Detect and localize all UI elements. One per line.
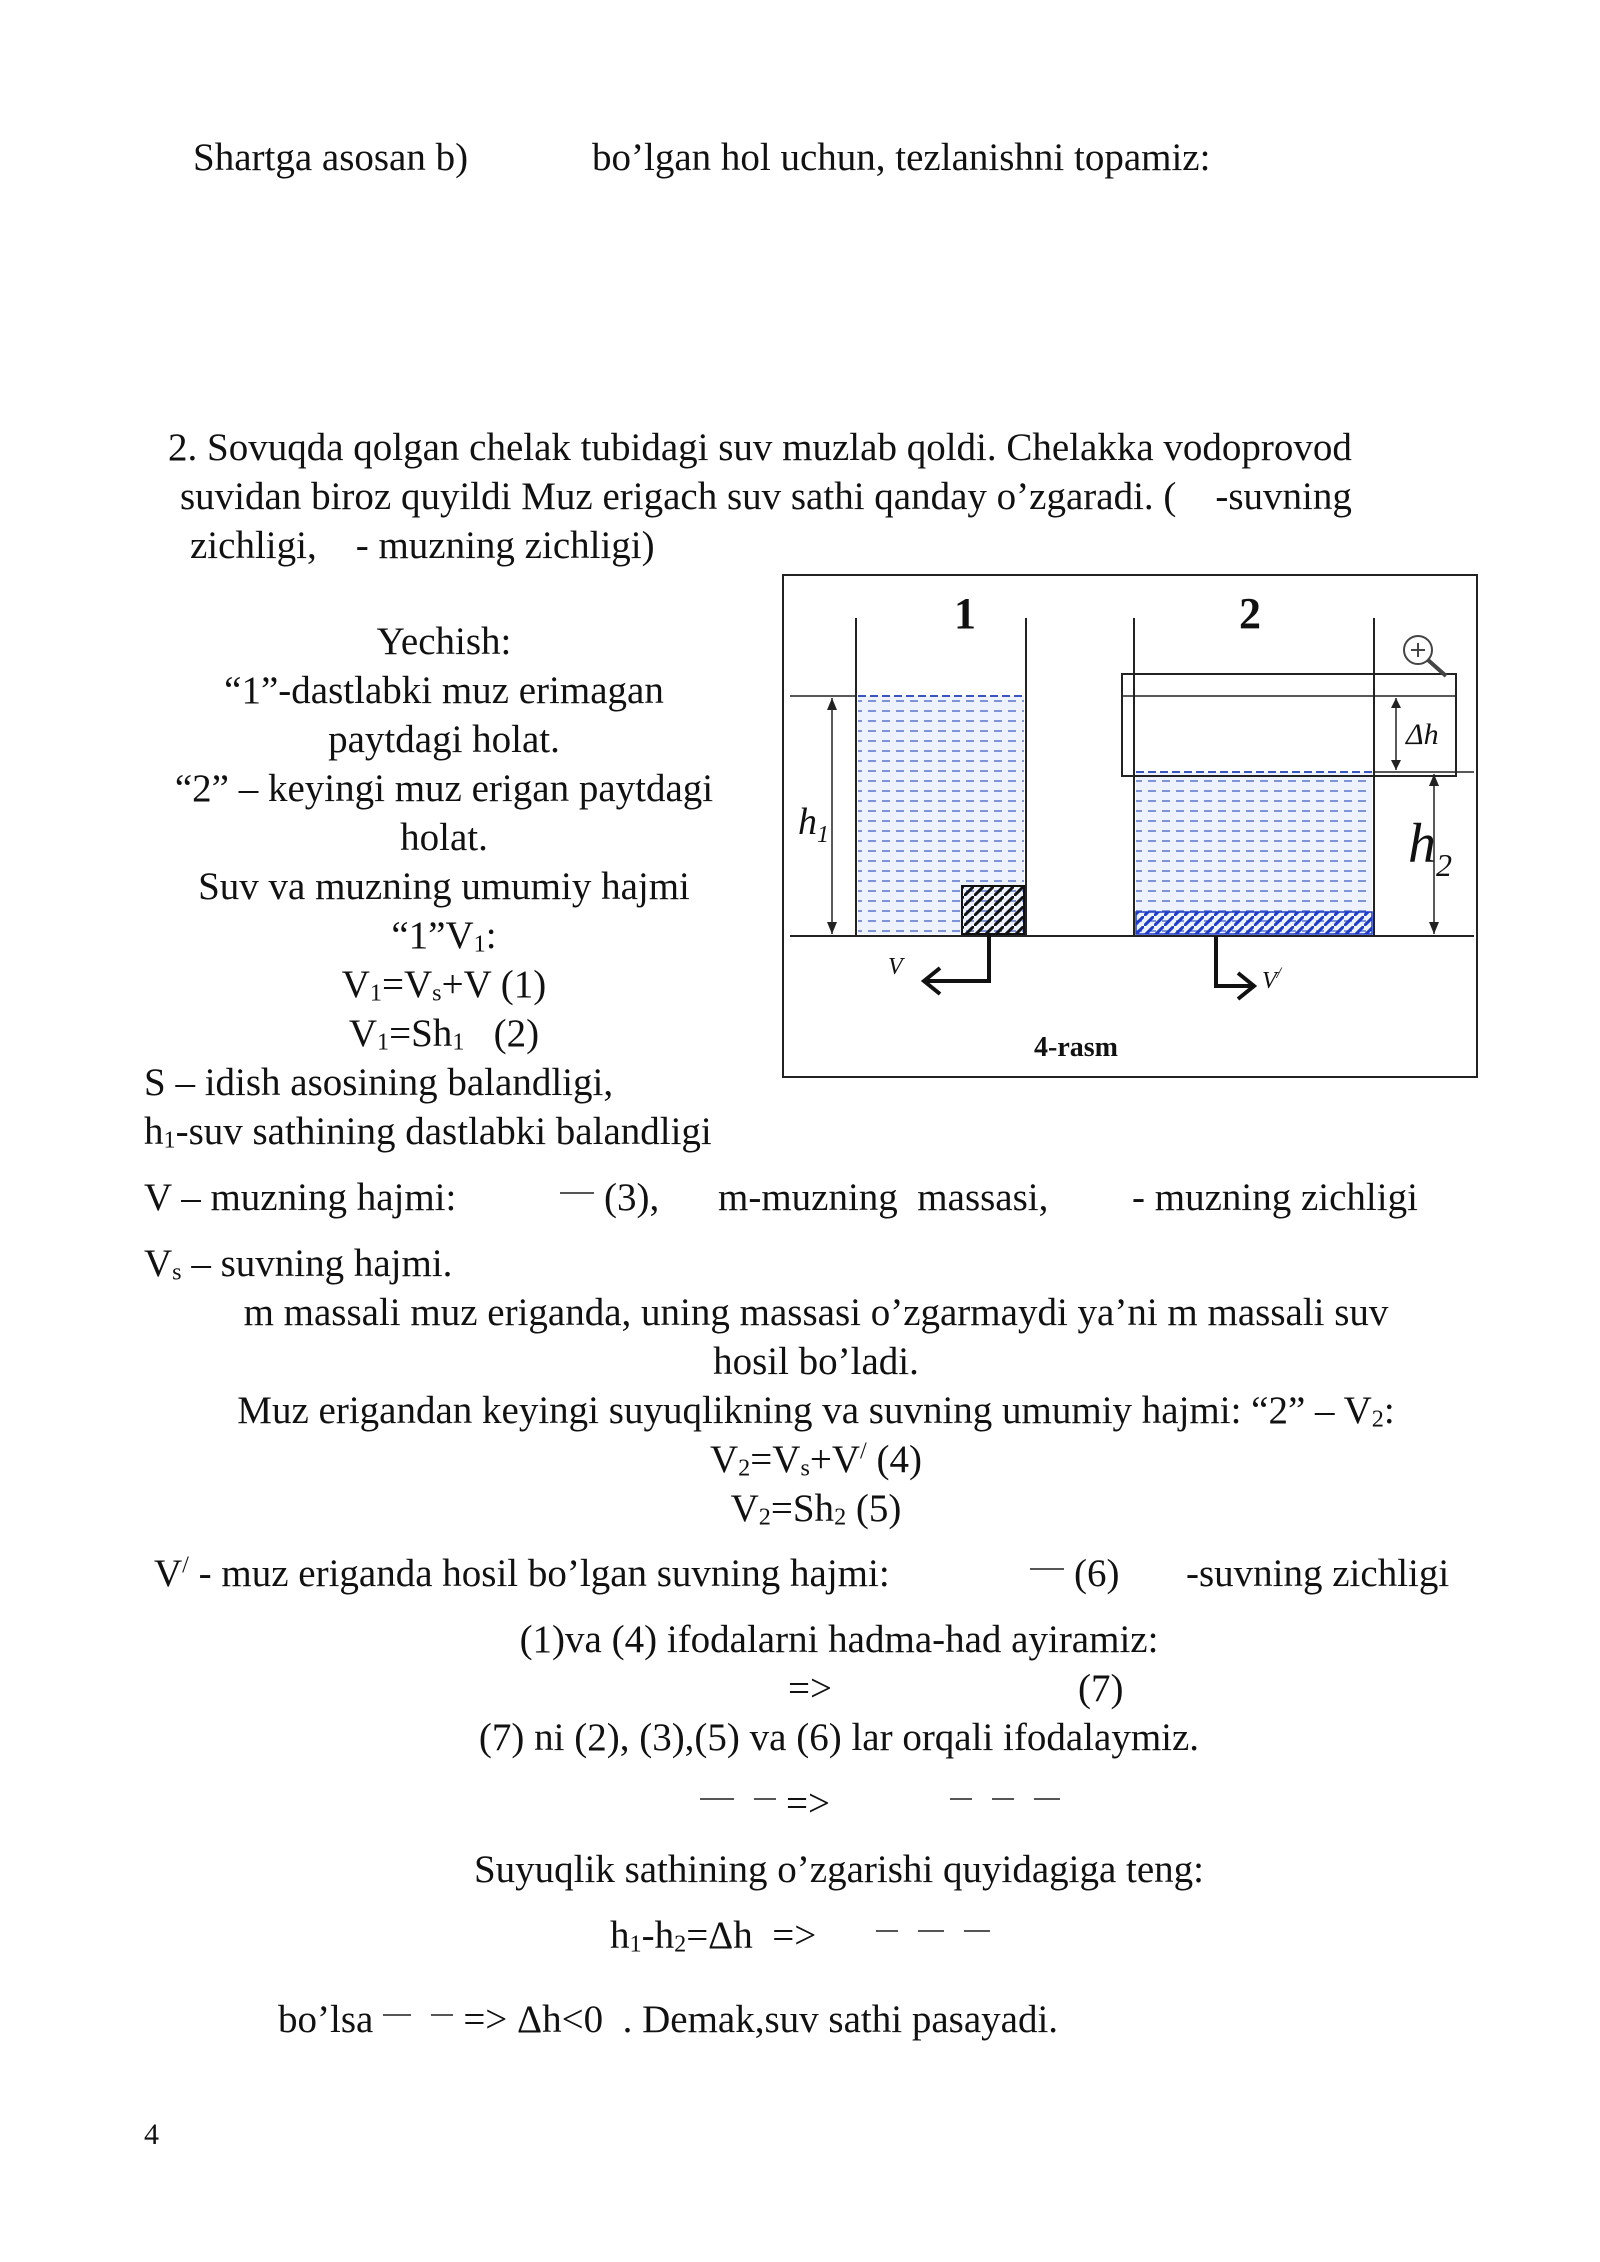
vs-definition: $V_s$ – suvning hajmi.	[144, 1242, 453, 1286]
solution-line-3: “2” – keyingi muz erigan paytdagi	[174, 767, 714, 810]
equation-4: $V_2=V_s+V^/$ (4)	[710, 1437, 922, 1482]
v-prime-arrow	[1216, 936, 1254, 986]
express-line: (7) ni (2), (3),(5) va (6) lar orqali ifodalaymiz.	[478, 1716, 1200, 1759]
solution-line-4: holat.	[400, 816, 488, 859]
equation-1: $V_1=V_s+V$ (1)	[341, 963, 547, 1007]
subtract-line: (1)va (4) ifodalarni hadma-had ayiramiz:	[519, 1618, 1159, 1661]
vessel-2-label: 2	[1239, 589, 1261, 638]
ice-block	[962, 886, 1024, 934]
solution-line-7: S – idish asosining balandligi,	[144, 1061, 614, 1104]
equation-7-number: (7)	[1078, 1667, 1124, 1710]
water-density-definition: -suvning zichligi	[1186, 1552, 1450, 1595]
equation-2: $V_1=Sh_1$ (2)	[348, 1012, 540, 1056]
h2-label: $h_2$	[1408, 813, 1452, 883]
v-definition: V – muzning hajmi:	[144, 1176, 457, 1219]
problem-line-1: 2. Sovuqda qolgan chelak tubidagi suv muzlab qoldi. Chelakka vodoprovod	[168, 426, 1352, 469]
h1-label: $h_1$	[798, 801, 829, 848]
equation-5: $V_2=Sh_2$ (5)	[730, 1487, 902, 1531]
figure-4	[782, 574, 1478, 1078]
change-line: Suyuqlik sathining o’zgarishi quyidagiga teng:	[473, 1848, 1205, 1891]
mass-definition: m-muzning massasi,	[718, 1176, 1049, 1219]
solution-line-1: “1”-dastlabki muz erimagan	[224, 669, 664, 712]
intro-line-text: bo’lgan hol uchun, tezlanishni topamiz:	[592, 136, 1211, 179]
v-prime-fraction: (6)	[1020, 1552, 1119, 1596]
delta-h-label: Δh	[1406, 718, 1439, 751]
v-prime-definition: V/ - muz eriganda hosil bo’lgan suvning hajmi:	[154, 1551, 890, 1595]
solution-line-2: paytdagi holat.	[328, 718, 560, 761]
mass-line-2: hosil bo’ladi.	[713, 1340, 919, 1383]
v-prime-label: V/	[1262, 965, 1282, 994]
ice-density-definition: - muzning zichligi	[1132, 1176, 1418, 1219]
vessel-2-water-dashes	[1136, 772, 1372, 934]
solution-heading: Yechish:	[376, 620, 512, 663]
volume-line: Muz erigandan keyingi suyuqlikning va suvning umumiy hajmi: “2” – $V_2$:	[237, 1389, 1395, 1433]
page-number: 4	[144, 2118, 159, 2151]
difference-line: $h_1-h_2=\Delta h$ =>	[610, 1914, 1000, 1958]
problem-line-3: zichligi, - muzning zichligi)	[190, 524, 655, 567]
vessel-1-label: 1	[954, 589, 976, 638]
solution-line-8: $h_1$-suv sathining dastlabki balandligi	[144, 1110, 712, 1154]
conclusion-line: bo’lsa => Δh<0 . Demak,suv sathi pasayadi.	[278, 1998, 1059, 2041]
derivation-line: =>	[690, 1782, 1070, 1826]
v-label: V	[888, 954, 903, 980]
figure-svg	[784, 576, 1476, 1076]
solution-line-6: “$1”V_1$:	[391, 914, 497, 958]
mass-line-1: m massali muz eriganda, uning massasi o’zgarmaydi ya’ni m massali suv	[243, 1291, 1389, 1334]
arrow-1: =>	[788, 1667, 832, 1710]
melted-layer	[1136, 912, 1372, 934]
v-fraction: (3),	[550, 1176, 659, 1220]
figure-caption: 4-rasm	[1034, 1032, 1118, 1063]
intro-line-prefix: Shartga asosan b)	[193, 136, 469, 179]
problem-line-2: suvidan biroz quyildi Muz erigach suv sathi qanday o’zgaradi. ( -suvning	[180, 475, 1352, 518]
solution-line-5: Suv va muzning umumiy hajmi	[198, 865, 690, 908]
